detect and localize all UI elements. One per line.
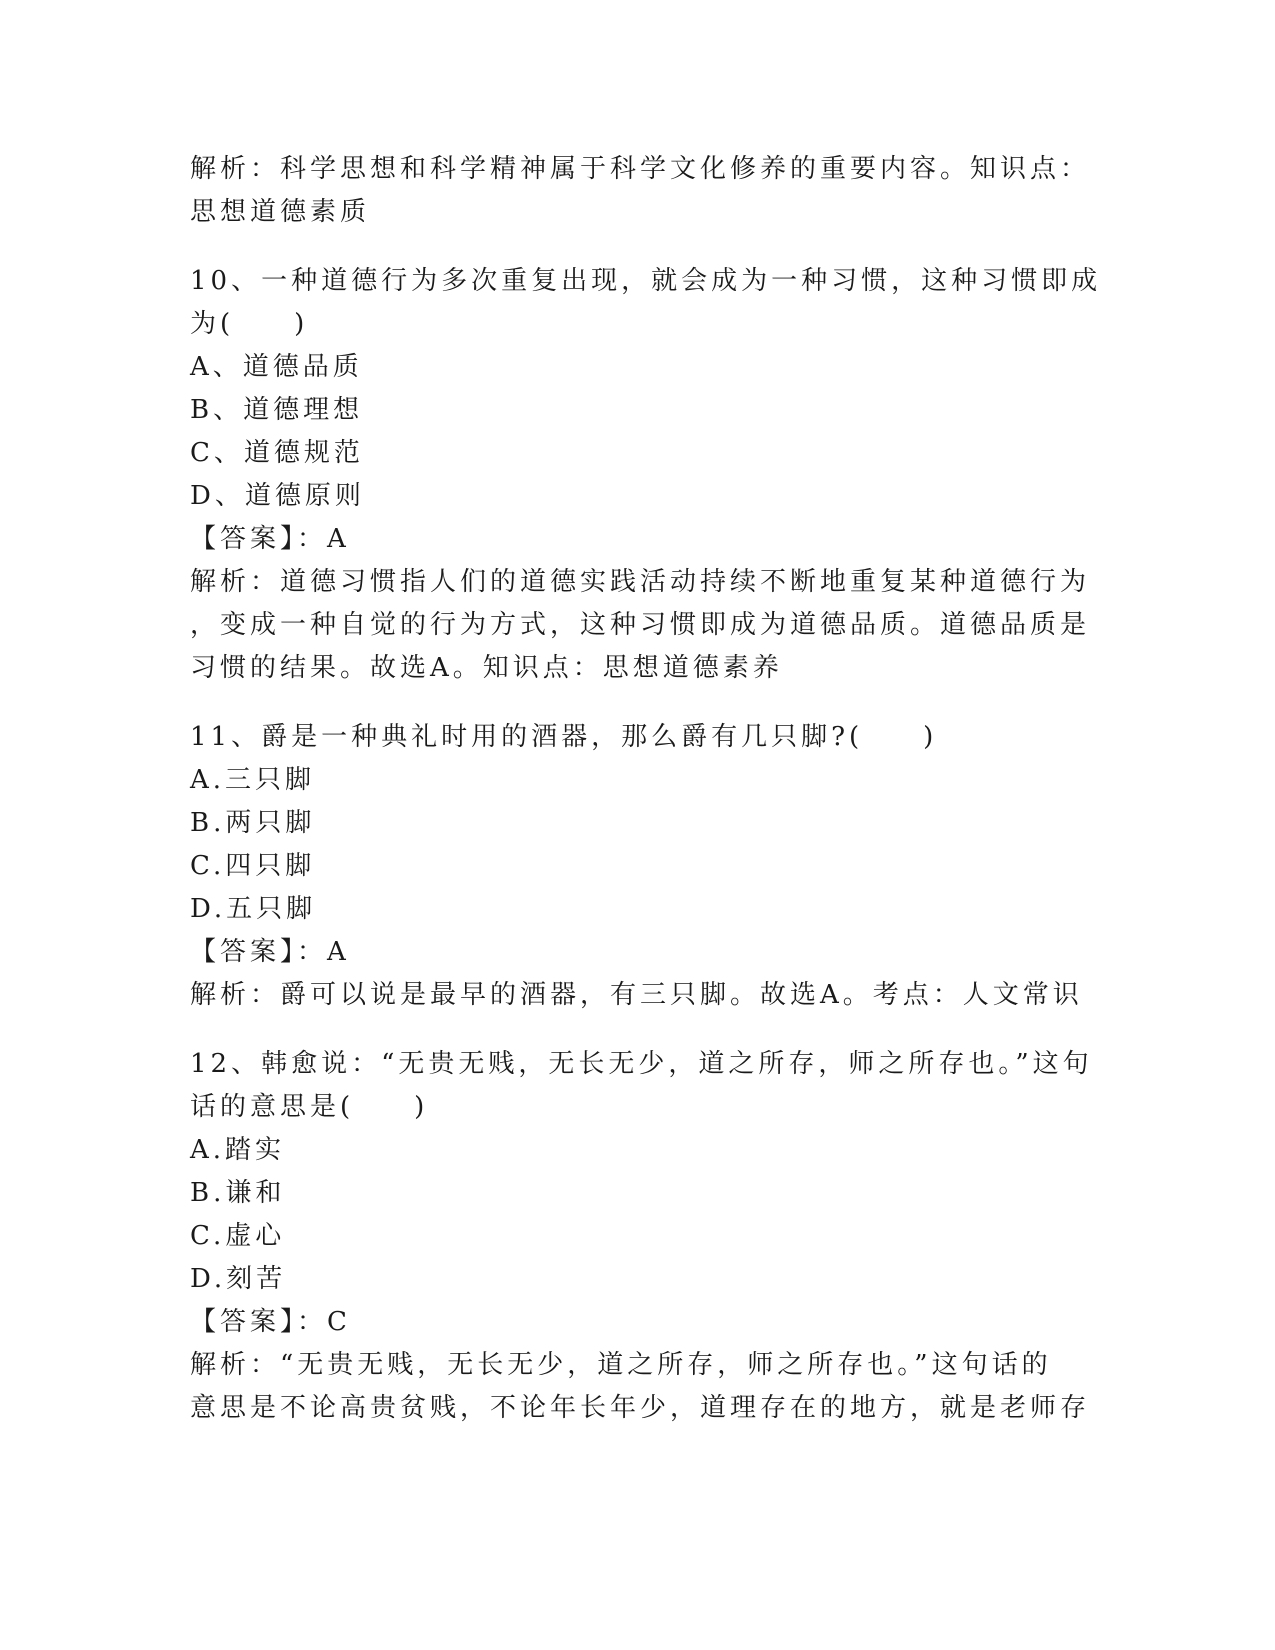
- question-text: 12、韩愈说：“无贵无贱，无长无少，道之所存，师之所存也。”这句: [190, 1049, 1093, 1079]
- option-a: A.踏实: [190, 1135, 286, 1165]
- option-c: C.四只脚: [190, 851, 316, 881]
- analysis-line: ，变成一种自觉的行为方式，这种习惯即成为道德品质。道德品质是: [190, 610, 1091, 640]
- analysis-line: 解析：道德习惯指人们的道德实践活动持续不断地重复某种道德行为: [190, 567, 1091, 597]
- option-b: B.两只脚: [190, 808, 316, 838]
- question-block-11: [190, 716, 1083, 1017]
- analysis-line: 解析：科学思想和科学精神属于科学文化修养的重要内容。知识点：: [190, 154, 1091, 184]
- analysis-line: 解析：“无贵无贱，无长无少，道之所存，师之所存也。”这句话的: [190, 1350, 1052, 1380]
- analysis-line: 习惯的结果。故选A。知识点：思想道德素养: [190, 653, 783, 683]
- option-d: D.刻苦: [190, 1264, 287, 1294]
- answer-line: 【答案】：A: [190, 524, 350, 554]
- analysis-line: 思想道德素质: [190, 197, 371, 227]
- question-text: 为( ): [190, 309, 309, 339]
- page-content: [190, 148, 1102, 1456]
- option-d: D、道德原则: [190, 481, 365, 511]
- option-a: A.三只脚: [190, 765, 316, 795]
- question-text: 话的意思是( ): [190, 1092, 429, 1122]
- option-d: D.五只脚: [190, 894, 317, 924]
- option-b: B、道德理想: [190, 395, 364, 425]
- question-text: 11、爵是一种典礼时用的酒器，那么爵有几只脚?( ): [190, 722, 938, 752]
- analysis-line: 意思是不论高贵贫贱，不论年长年少，道理存在的地方，就是老师存: [190, 1393, 1091, 1423]
- analysis-block-9: [190, 148, 1091, 234]
- option-b: B.谦和: [190, 1178, 286, 1208]
- option-c: C、道德规范: [190, 438, 364, 468]
- question-block-12: [190, 1043, 1093, 1430]
- question-text: 10、一种道德行为多次重复出现，就会成为一种习惯，这种习惯即成: [190, 266, 1102, 296]
- answer-line: 【答案】：A: [190, 937, 350, 967]
- option-a: A、道德品质: [190, 352, 363, 382]
- question-block-10: [190, 260, 1102, 690]
- analysis-line: 解析：爵可以说是最早的酒器，有三只脚。故选A。考点：人文常识: [190, 980, 1083, 1010]
- option-c: C.虚心: [190, 1221, 286, 1251]
- answer-line: 【答案】：C: [190, 1307, 351, 1337]
